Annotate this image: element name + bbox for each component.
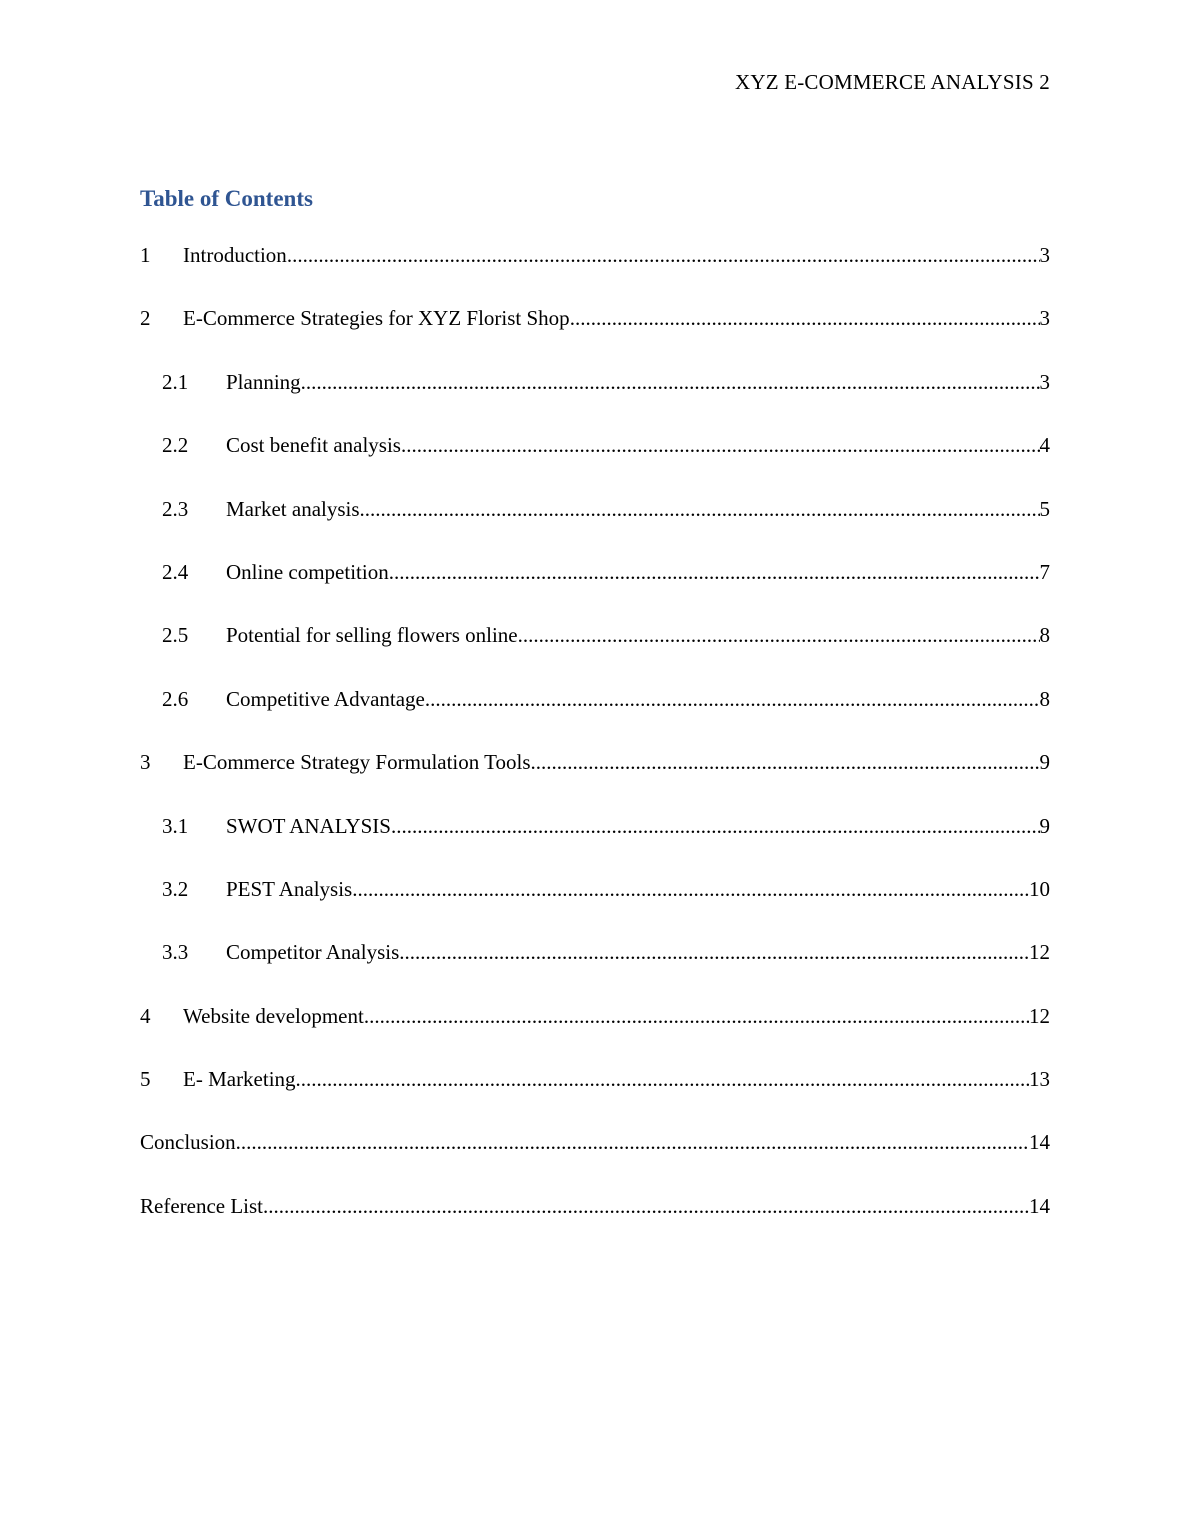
toc-entry-page: 8 — [1039, 686, 1050, 711]
toc-entry-swot-analysis[interactable] — [140, 802, 1050, 865]
toc-entry-number: 3.3 — [162, 940, 189, 965]
toc-entry-strategy-formulation-tools[interactable] — [140, 738, 1050, 801]
dot-leader — [263, 1182, 1029, 1230]
dot-leader — [518, 611, 1040, 659]
dot-leader — [425, 675, 1040, 723]
toc-entry-page: 10 — [1029, 876, 1050, 901]
dot-leader — [570, 294, 1040, 342]
toc-entry-page: 3 — [1039, 306, 1050, 331]
table-of-contents — [140, 231, 1050, 1245]
dot-leader — [401, 421, 1040, 469]
toc-entry-number: 5 — [140, 1067, 151, 1092]
toc-entry-page: 4 — [1039, 433, 1050, 458]
toc-entry-page: 9 — [1039, 750, 1050, 775]
toc-entry-number: 2 — [140, 306, 151, 331]
toc-entry-label: PEST Analysis — [226, 876, 353, 901]
toc-entry-label: Introduction — [183, 243, 287, 267]
toc-entry-label: SWOT ANALYSIS — [226, 813, 391, 838]
toc-entry-pest-analysis[interactable] — [140, 865, 1050, 928]
dot-leader — [296, 1055, 1029, 1103]
toc-entry-label: Website development — [183, 1003, 364, 1028]
toc-title: Table of Contents — [140, 186, 313, 211]
toc-entry-label: Competitive Advantage — [226, 686, 425, 711]
toc-entry-cost-benefit-analysis[interactable] — [140, 421, 1050, 484]
toc-entry-number: 2.2 — [162, 433, 189, 458]
toc-entry-competitive-advantage[interactable] — [140, 675, 1050, 738]
toc-entry-number: 2.5 — [162, 623, 189, 648]
toc-entry-number: 2.6 — [162, 686, 189, 711]
dot-leader — [389, 548, 1040, 596]
dot-leader — [287, 231, 1040, 279]
toc-entry-number: 3 — [140, 750, 151, 775]
toc-entry-introduction[interactable] — [140, 231, 1050, 294]
toc-entry-label: Online competition — [226, 559, 389, 584]
toc-entry-page: 5 — [1039, 496, 1050, 521]
toc-entry-label: Planning — [226, 369, 301, 394]
toc-entry-e-marketing[interactable] — [140, 1055, 1050, 1118]
toc-entry-ecommerce-strategies[interactable] — [140, 294, 1050, 357]
toc-entry-reference-list[interactable] — [140, 1182, 1050, 1245]
toc-entry-page: 12 — [1029, 940, 1050, 965]
toc-entry-page: 7 — [1039, 559, 1050, 584]
dot-leader — [360, 485, 1040, 533]
toc-entry-number: 3.2 — [162, 876, 189, 901]
toc-entry-page: 14 — [1029, 1130, 1050, 1155]
toc-entry-number: 1 — [140, 243, 151, 267]
toc-entry-competitor-analysis[interactable] — [140, 928, 1050, 991]
toc-entry-market-analysis[interactable] — [140, 485, 1050, 548]
toc-entry-label: Competitor Analysis — [226, 940, 400, 965]
dot-leader — [399, 928, 1029, 976]
dot-leader — [301, 358, 1040, 406]
toc-entry-number: 2.4 — [162, 559, 189, 584]
toc-entry-label: Cost benefit analysis — [226, 433, 401, 458]
toc-entry-page: 14 — [1029, 1193, 1050, 1218]
toc-entry-page: 3 — [1039, 243, 1050, 267]
toc-entry-number: 2.3 — [162, 496, 189, 521]
toc-entry-label: E-Commerce Strategy Formulation Tools — [183, 750, 531, 775]
toc-entry-label: Reference List — [140, 1193, 264, 1218]
toc-entry-page: 3 — [1039, 369, 1050, 394]
toc-entry-website-development[interactable] — [140, 992, 1050, 1055]
toc-entry-label: E- Marketing — [183, 1067, 296, 1092]
toc-entry-number: 4 — [140, 1003, 151, 1028]
toc-entry-online-competition[interactable] — [140, 548, 1050, 611]
toc-entry-label: Potential for selling flowers online — [226, 623, 518, 648]
dot-leader — [531, 738, 1040, 786]
running-header: XYZ E-COMMERCE ANALYSIS 2 — [735, 70, 1050, 94]
toc-entry-conclusion[interactable] — [140, 1118, 1050, 1181]
toc-entry-page: 9 — [1039, 813, 1050, 838]
toc-entry-planning[interactable] — [140, 358, 1050, 421]
dot-leader — [352, 865, 1029, 913]
toc-entry-number: 3.1 — [162, 813, 189, 838]
toc-entry-number: 2.1 — [162, 369, 189, 394]
toc-entry-label: Market analysis — [226, 496, 360, 521]
toc-entry-page: 8 — [1039, 623, 1050, 648]
toc-entry-label: E-Commerce Strategies for XYZ Florist Shop — [183, 306, 570, 331]
toc-entry-potential-selling-flowers[interactable] — [140, 611, 1050, 674]
toc-entry-label: Conclusion — [140, 1130, 236, 1155]
dot-leader — [364, 992, 1029, 1040]
dot-leader — [236, 1118, 1029, 1166]
toc-entry-page: 12 — [1029, 1003, 1050, 1028]
toc-entry-page: 13 — [1029, 1067, 1050, 1092]
dot-leader — [391, 802, 1040, 850]
